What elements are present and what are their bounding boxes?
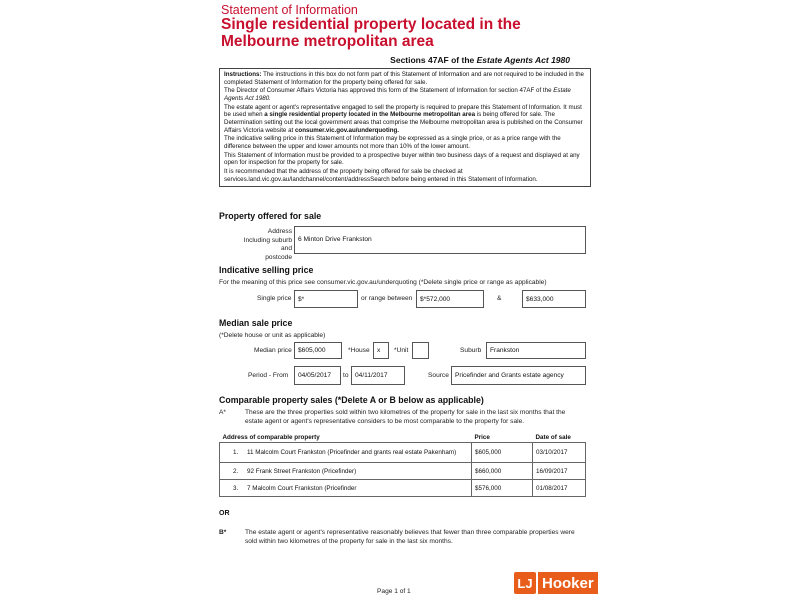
row-address: 11 Malcolm Court Frankston (Pricefinder and grants real estate Pakenham) bbox=[247, 449, 457, 456]
row-date: 03/10/2017 bbox=[533, 443, 586, 463]
property-heading: Property offered for sale bbox=[219, 211, 322, 221]
address-label-line3: postcode bbox=[265, 253, 292, 261]
row-number: 2. bbox=[233, 467, 239, 475]
single-price-field[interactable]: $* bbox=[294, 290, 358, 308]
instructions-box bbox=[219, 68, 591, 187]
row-date: 16/09/2017 bbox=[533, 463, 586, 480]
house-checkbox[interactable]: x bbox=[373, 342, 389, 359]
indicative-note: For the meaning of this price see consumer.vic.gov.au/underquoting (*Delete single price or range as applicable) bbox=[219, 279, 547, 286]
row-address-cell bbox=[220, 480, 472, 497]
range-low-field[interactable]: $*572,000 bbox=[416, 290, 484, 308]
row-address: 92 Frank Street Frankston (Pricefinder) bbox=[247, 467, 357, 475]
row-number: 3. bbox=[233, 484, 239, 492]
option-b-text: The estate agent or agent's representative reasonably believes that fewer than three comparable properties were sold within two kilometres of the property for sale in the last six months. bbox=[245, 529, 575, 545]
address-label-line2: Including suburb and bbox=[243, 236, 292, 252]
instructions-p3b: a single residential property located in the Melbourne metropolitan area bbox=[264, 111, 476, 119]
logo-text: Hooker bbox=[538, 572, 598, 594]
row-number: 1. bbox=[233, 449, 239, 456]
row-address-cell bbox=[220, 443, 472, 463]
row-price: $660,000 bbox=[472, 463, 533, 480]
row-address: 7 Malcolm Court Frankston (Pricefinder bbox=[247, 484, 357, 492]
page-title: Single residential property located in the Melbourne metropolitan area bbox=[221, 16, 521, 50]
comparable-table bbox=[219, 433, 586, 497]
logo-mark: LJ bbox=[514, 572, 536, 594]
row-price: $605,000 bbox=[472, 443, 533, 463]
sections-prefix: Sections 47AF of the bbox=[390, 55, 477, 65]
unit-label: *Unit bbox=[394, 347, 409, 354]
lj-hooker-logo bbox=[514, 572, 598, 594]
address-field[interactable]: 6 Minton Drive Frankston bbox=[294, 226, 586, 254]
source-label: Source bbox=[428, 372, 449, 379]
instructions-p2: The Director of Consumer Affairs Victoria has approved this form of the Statement of Information for section 47AF of the bbox=[224, 87, 554, 95]
indicative-heading: Indicative selling price bbox=[219, 265, 314, 275]
address-label bbox=[240, 228, 292, 262]
house-label: *House bbox=[348, 347, 370, 354]
table-row bbox=[220, 480, 586, 497]
table-row bbox=[220, 443, 586, 463]
option-b-label: B* bbox=[219, 529, 227, 536]
option-a-label: A* bbox=[219, 409, 226, 416]
comparable-heading: Comparable property sales (*Delete A or B below as applicable) bbox=[219, 395, 484, 405]
instructions-p3d: consumer.vic.gov.au/underquoting. bbox=[294, 126, 400, 134]
period-from-label: Period - From bbox=[248, 372, 289, 379]
col-price-header: Price bbox=[474, 434, 490, 441]
suburb-label: Suburb bbox=[460, 347, 482, 354]
option-a-text: These are the three properties sold within two kilometres of the property for sale in the last six months that the estate agent or agent's representative considers to be most comparable to the property for sale. bbox=[245, 409, 566, 425]
table-row bbox=[220, 463, 586, 480]
unit-checkbox[interactable] bbox=[412, 342, 429, 359]
source-field[interactable]: Pricefinder and Grants estate agency bbox=[451, 366, 586, 385]
instructions-p2-act: Estate Agents Act 1980. bbox=[224, 87, 571, 102]
period-from-field[interactable]: 04/05/2017 bbox=[294, 366, 341, 385]
median-heading: Median sale price bbox=[219, 318, 293, 328]
table-header-row bbox=[220, 433, 586, 443]
range-ampersand: & bbox=[497, 295, 502, 302]
range-high-field[interactable]: $633,000 bbox=[522, 290, 586, 308]
sections-act: Estate Agents Act 1980 bbox=[476, 55, 570, 65]
row-date: 01/08/2017 bbox=[533, 480, 586, 497]
instructions-p4: The indicative selling price in this Statement of Information may be expressed as a single price, or as a price range with the difference between the upper and lower amounts not more than 10% of the lower amount. bbox=[224, 135, 561, 150]
col-date-header: Date of sale bbox=[535, 434, 571, 441]
page-number: Page 1 of 1 bbox=[377, 588, 411, 595]
median-price-label: Median price bbox=[254, 347, 292, 354]
sections-reference bbox=[390, 55, 570, 65]
period-to-label: to bbox=[343, 372, 349, 379]
col-address-header: Address of comparable property bbox=[222, 434, 320, 441]
period-to-field[interactable]: 04/11/2017 bbox=[351, 366, 405, 385]
row-price: $576,000 bbox=[472, 480, 533, 497]
median-note: (*Delete house or unit as applicable) bbox=[219, 332, 326, 339]
instructions-p3c: is being offered for sale. The Determination setting out the local government areas that comprise the Melbourne metropolitan area is published on the Consumer Affairs Victoria website at bbox=[224, 111, 583, 134]
single-price-label: Single price bbox=[257, 295, 292, 302]
median-price-field[interactable]: $605,000 bbox=[294, 342, 342, 359]
instructions-p6: It is recommended that the address of the property being offered for sale be checked at services.land.vic.gov.au/landchannel/content/addressSearch before being entered in this Statement of Information. bbox=[224, 168, 538, 183]
range-label: or range between bbox=[361, 295, 413, 302]
instructions-p5: This Statement of Information must be provided to a prospective buyer within two business days of a request and displayed at any open for inspection for the property for sale. bbox=[224, 151, 580, 167]
suburb-field[interactable]: Frankston bbox=[486, 342, 586, 359]
or-label: OR bbox=[219, 510, 230, 517]
instructions-label: Instructions: bbox=[224, 71, 262, 78]
address-label-line1: Address bbox=[267, 228, 292, 235]
form-pre-title: Statement of Information bbox=[221, 3, 358, 17]
instructions-p3a: The estate agent or agent's representative engaged to sell the property is required to prepare this Statement of Information. It must be used when bbox=[224, 103, 582, 119]
row-address-cell bbox=[220, 463, 472, 480]
instructions-p1: The instructions in this box do not form part of this Statement of Information and are not required to be included in the completed Statement of Information for the property being offered for sale. bbox=[224, 71, 584, 86]
